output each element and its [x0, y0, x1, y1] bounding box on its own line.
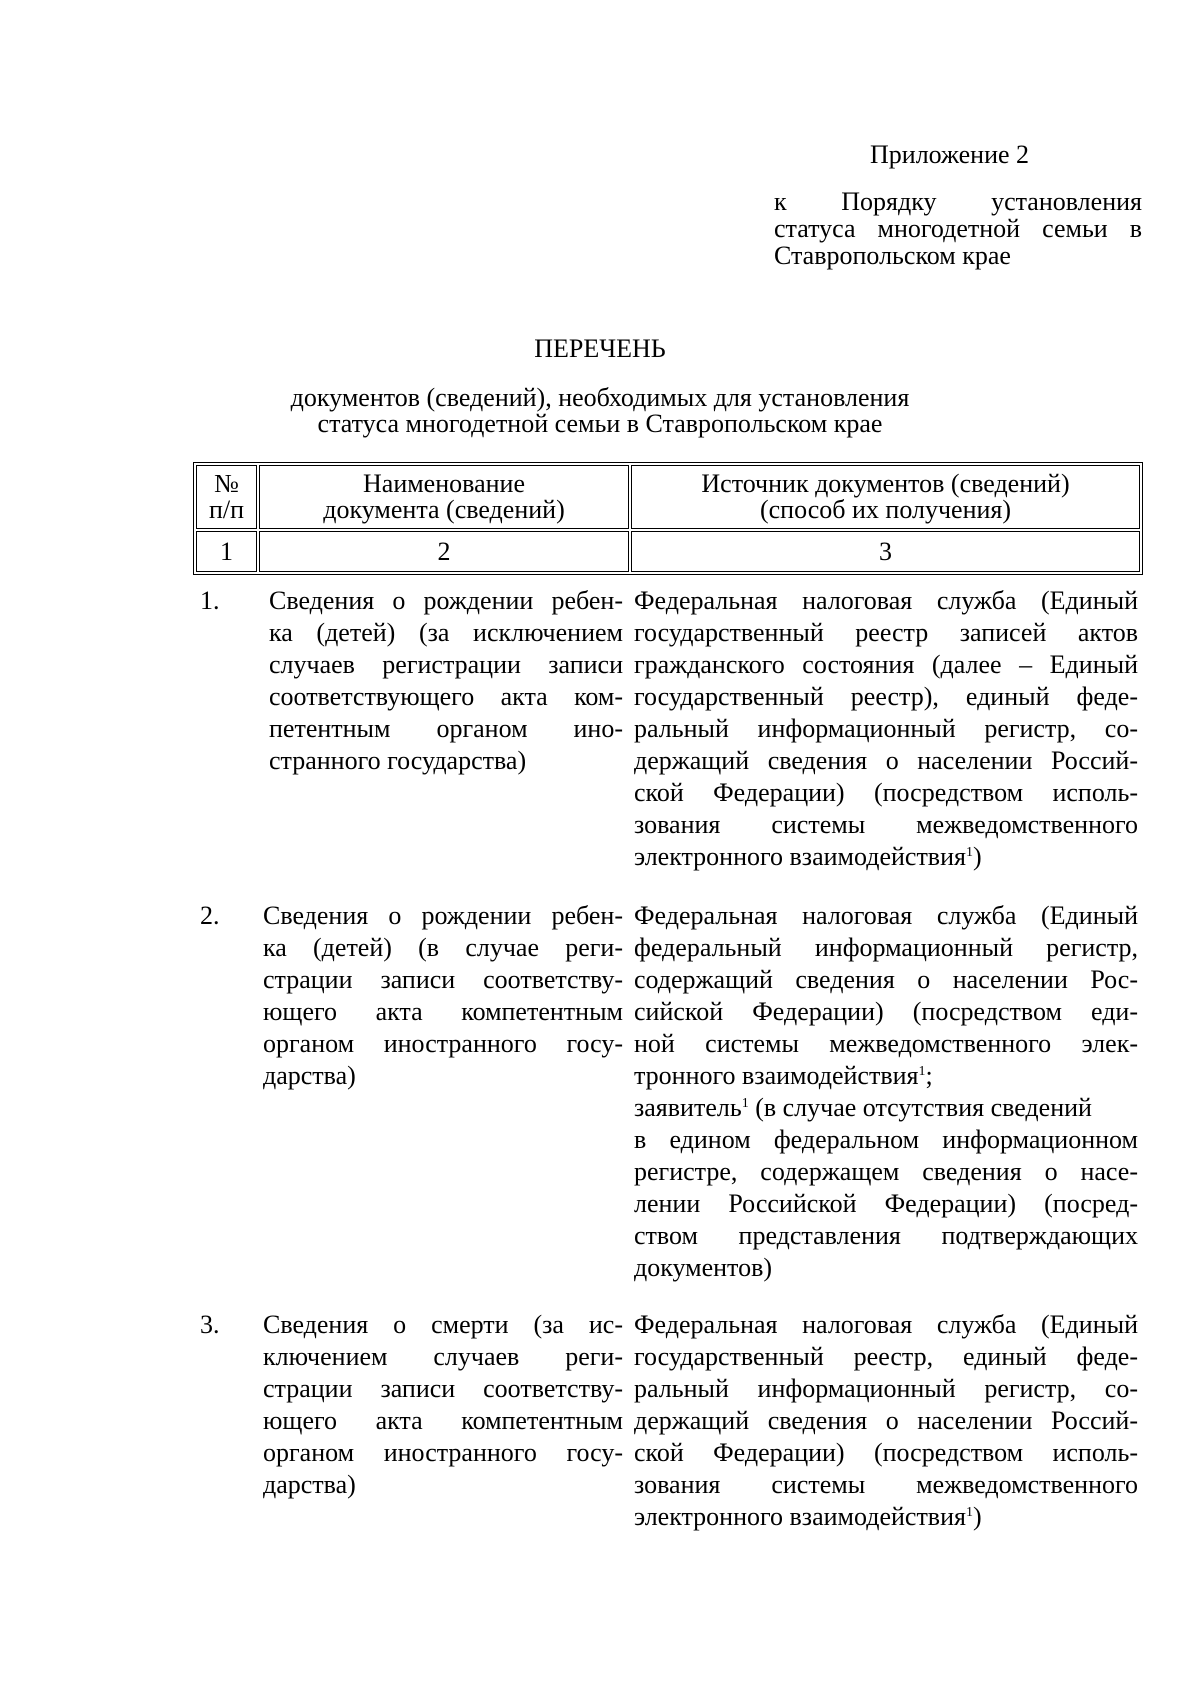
- text-segment: электронного взаимодействия: [634, 1502, 966, 1531]
- text-line: случаев регистрации записи: [269, 650, 623, 679]
- header-cell-name: [259, 465, 629, 529]
- document-name: [263, 1309, 623, 1501]
- text-line: держащий сведения о населении Россий-: [634, 746, 1138, 775]
- text-line: [634, 1501, 1138, 1533]
- text-line: держащий сведения о населении Россий-: [634, 1406, 1138, 1435]
- text-line: ской Федерации) (посредством исполь-: [634, 778, 1138, 807]
- text-segment: электронного взаимодействия: [634, 842, 966, 871]
- appendix-ref-line: статуса многодетной семьи в: [774, 214, 1142, 243]
- text-line: ющего акта компетентным: [263, 1406, 623, 1435]
- row-number: 1.: [200, 586, 220, 615]
- column-number-cell: 2: [259, 531, 629, 572]
- text-line: ской Федерации) (посредством исполь-: [634, 1438, 1138, 1467]
- text-line: органом иностранного госу-: [263, 1029, 623, 1058]
- header-text: №: [214, 469, 239, 498]
- text-line: ка (детей) (за исключением: [269, 618, 623, 647]
- text-line: ющего акта компетентным: [263, 997, 623, 1026]
- text-line: соответствующего акта ком-: [269, 682, 623, 711]
- text-segment: (в случае отсутствия сведений: [748, 1093, 1092, 1122]
- text-line: дарства): [263, 1061, 356, 1090]
- footnote-marker: 1: [918, 1064, 926, 1079]
- text-line: содержащий сведения о населении Рос-: [634, 965, 1138, 994]
- document-subtitle: [0, 385, 1200, 437]
- text-line: ной системы межведомственного элек-: [634, 1029, 1138, 1058]
- text-segment: тронного взаимодействия: [634, 1061, 919, 1090]
- text-line: Сведения о рождении ребен-: [269, 586, 623, 615]
- text-line: государственный реестр записей актов: [634, 618, 1138, 647]
- table-header-row: [196, 465, 1140, 529]
- row-number: 3.: [200, 1310, 220, 1339]
- column-number-cell: 3: [631, 531, 1140, 572]
- appendix-ref-line: Ставропольском крае: [774, 241, 1011, 270]
- text-line: дарства): [263, 1470, 356, 1499]
- text-segment: ): [972, 1502, 982, 1531]
- text-line: регистре, содержащем сведения о насе-: [634, 1157, 1138, 1186]
- text-line: страции записи соответству-: [263, 965, 623, 994]
- footnote-marker: 1: [965, 1505, 973, 1520]
- document-name: [263, 585, 623, 777]
- header-text: Источник документов (сведений): [701, 469, 1070, 498]
- text-line: сийской Федерации) (посредством еди-: [634, 997, 1138, 1026]
- text-line: ством представления подтверждающих: [634, 1221, 1138, 1250]
- header-text: документа (сведений): [323, 495, 565, 524]
- text-line: ральный информационный регистр, со-: [634, 1374, 1138, 1403]
- text-line: Федеральная налоговая служба (Единый: [634, 901, 1138, 930]
- text-line: Федеральная налоговая служба (Единый: [634, 1310, 1138, 1339]
- row-number: 2.: [200, 901, 220, 930]
- text-line: органом иностранного госу-: [263, 1438, 623, 1467]
- text-line: петентным органом ино-: [269, 714, 623, 743]
- document-name: [263, 900, 623, 1092]
- header-text: (способ их получения): [759, 495, 1012, 524]
- text-line: странного государства): [269, 746, 527, 775]
- text-line: ключением случаев реги-: [263, 1342, 623, 1371]
- header-cell-source: [631, 465, 1140, 529]
- text-segment: ;: [925, 1061, 933, 1090]
- footnote-marker: 1: [741, 1096, 749, 1111]
- footnote-marker: 1: [965, 845, 973, 860]
- header-cell-number: [196, 465, 257, 529]
- text-line: [634, 1060, 1138, 1092]
- text-line: федеральный информационный регистр,: [634, 933, 1138, 962]
- subtitle-line: документов (сведений), необходимых для установления: [290, 383, 910, 412]
- text-line: [634, 841, 1138, 873]
- text-line: Федеральная налоговая служба (Единый: [634, 586, 1138, 615]
- table-header: [193, 462, 1143, 575]
- text-line: зования системы межведомственного: [634, 810, 1138, 839]
- text-line: лении Российской Федерации) (посред-: [634, 1189, 1138, 1218]
- header-text: Наименование: [363, 469, 525, 498]
- header-text: п/п: [208, 495, 245, 524]
- appendix-reference: [774, 188, 1142, 269]
- text-segment: ): [972, 842, 982, 871]
- text-line: гражданского состояния (далее – Единый: [634, 650, 1138, 679]
- appendix-label: Приложение 2: [870, 140, 1030, 169]
- appendix-ref-line: к Порядку установления: [774, 187, 1142, 216]
- subtitle-line: статуса многодетной семьи в Ставропольском крае: [317, 409, 883, 438]
- text-line: страции записи соответству-: [263, 1374, 623, 1403]
- text-line: документов): [634, 1253, 773, 1282]
- text-line: государственный реестр, единый феде-: [634, 1342, 1138, 1371]
- text-line: [634, 1092, 1138, 1124]
- document-source: [634, 900, 1138, 1284]
- document-source: [634, 1309, 1138, 1533]
- column-number-cell: 1: [196, 531, 257, 572]
- text-line: в едином федеральном информационном: [634, 1125, 1138, 1154]
- column-number-row: [196, 531, 1140, 572]
- text-segment: заявитель: [634, 1093, 742, 1122]
- document-source: [634, 585, 1138, 873]
- text-line: ка (детей) (в случае реги-: [263, 933, 623, 962]
- text-line: Сведения о рождении ребен-: [263, 901, 623, 930]
- text-line: государственный реестр), единый феде-: [634, 682, 1138, 711]
- text-line: зования системы межведомственного: [634, 1470, 1138, 1499]
- document-title: ПЕРЕЧЕНЬ: [534, 334, 666, 363]
- text-line: Сведения о смерти (за ис-: [263, 1310, 623, 1339]
- text-line: ральный информационный регистр, со-: [634, 714, 1138, 743]
